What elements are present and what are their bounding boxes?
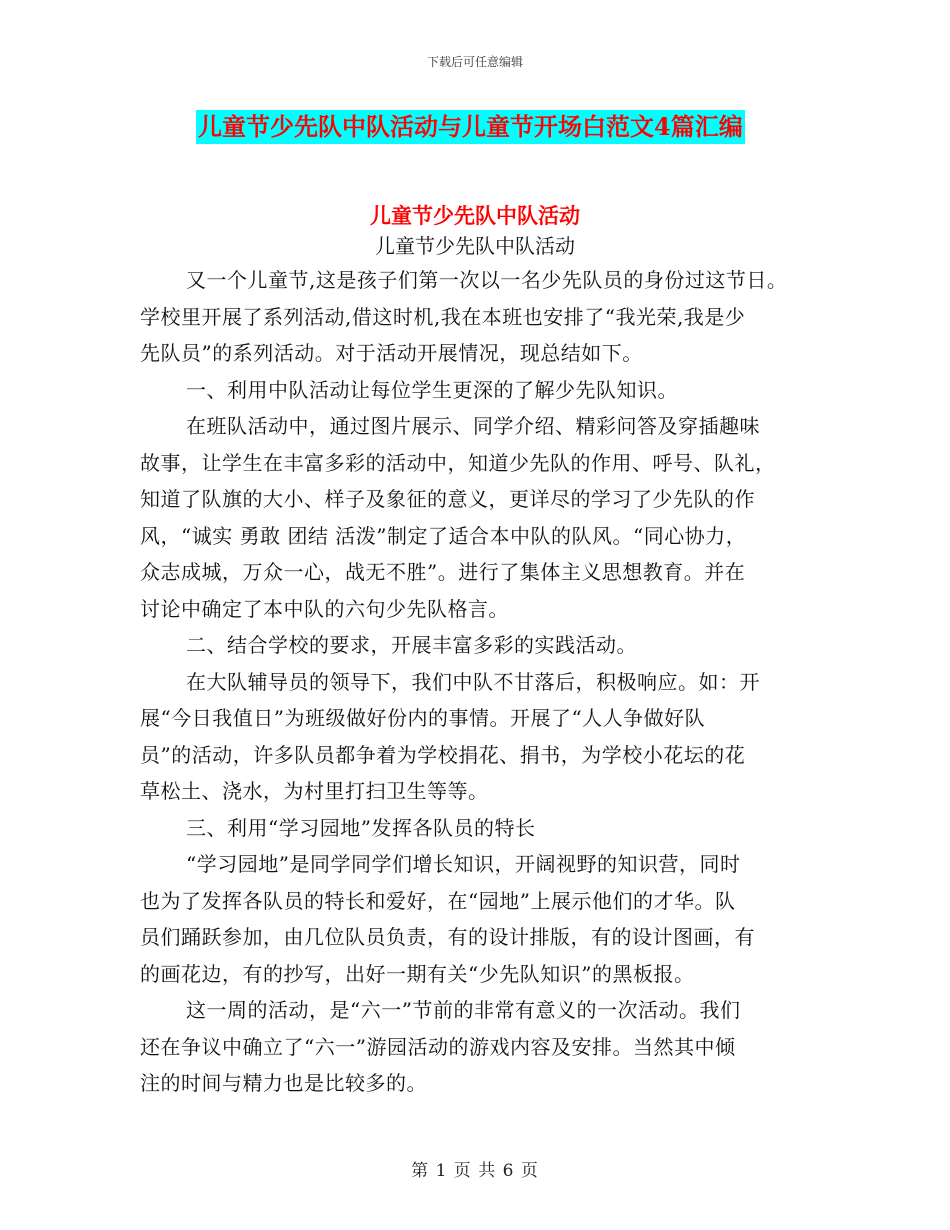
body-line: 在班队活动中，通过图片展示、同学介绍、精彩问答及穿插趣味	[186, 414, 760, 438]
body-line: 员们踊跃参加，由几位队员负责，有的设计排版，有的设计图画，有	[140, 925, 755, 949]
header-note: 下载后可任意编辑	[426, 55, 523, 69]
section-heading-1: 一、利用中队活动让每位学生更深的了解少先队知识。	[186, 377, 678, 402]
body-line: 学校里开展了系列活动,借这时机,我在本班也安排了“我光荣,我是少	[140, 304, 746, 329]
body-line: “学习园地”是同学同学们增长知识，开阔视野的知识营，同时	[186, 852, 741, 876]
body-line: 展“今日我值日”为班级做好份内的事情。开展了“人人争做好队	[140, 706, 706, 730]
body-line: 的画花边，有的抄写，出好一期有关“少先队知识”的黑板报。	[140, 961, 695, 986]
body-line: 先队员”的系列活动。对于活动开展情况，现总结如下。	[140, 341, 643, 365]
document-body	[140, 262, 820, 1102]
body-line: 注的时间与精力也是比较多的。	[140, 1071, 427, 1095]
body-line: 这一周的活动，是“六一”节前的非常有意义的一次活动。我们	[186, 998, 741, 1022]
body-line: 风，“诚实 勇敢 团结 活泼”制定了适合本中队的队风。“同心协力，	[140, 523, 747, 548]
body-line: 知道了队旗的大小、样子及象征的意义，更详尽的学习了少先队的作	[140, 487, 755, 511]
body-line: 众志成城，万众一心，战无不胜”。进行了集体主义思想教育。并在	[140, 560, 746, 584]
section-heading-2: 二、结合学校的要求，开展丰富多彩的实践活动。	[186, 633, 637, 657]
body-line: 故事，让学生在丰富多彩的活动中，知道少先队的作用、呼号、队礼，	[140, 450, 776, 475]
body-line: 又一个儿童节,这是孩子们第一次以一名少先队员的身份过这节日。	[186, 268, 788, 292]
document-title: 儿童节少先队中队活动与儿童节开场白范文4篇汇编	[196, 110, 745, 144]
body-line: 还在争议中确立了“六一”游园活动的游戏内容及安排。当然其中倾	[140, 1034, 736, 1059]
body-line: 员”的活动，许多队员都争着为学校捐花、捐书，为学校小花坛的花	[140, 742, 746, 767]
section-subtitle: 儿童节少先队中队活动	[375, 234, 575, 258]
body-line: 也为了发挥各队员的特长和爱好，在“园地”上展示他们的才华。队	[140, 888, 736, 913]
page-footer: 第 1 页 共 6 页	[411, 1161, 539, 1181]
section-heading-3: 三、利用“学习园地”发挥各队员的特长	[186, 815, 536, 840]
body-line: 在大队辅导员的领导下，我们中队不甘落后，积极响应。如：开	[186, 669, 760, 694]
body-line: 讨论中确定了本中队的六句少先队格言。	[140, 596, 509, 621]
body-line: 草松土、浇水，为村里打扫卫生等等。	[140, 779, 489, 803]
section-title: 儿童节少先队中队活动	[370, 203, 580, 228]
